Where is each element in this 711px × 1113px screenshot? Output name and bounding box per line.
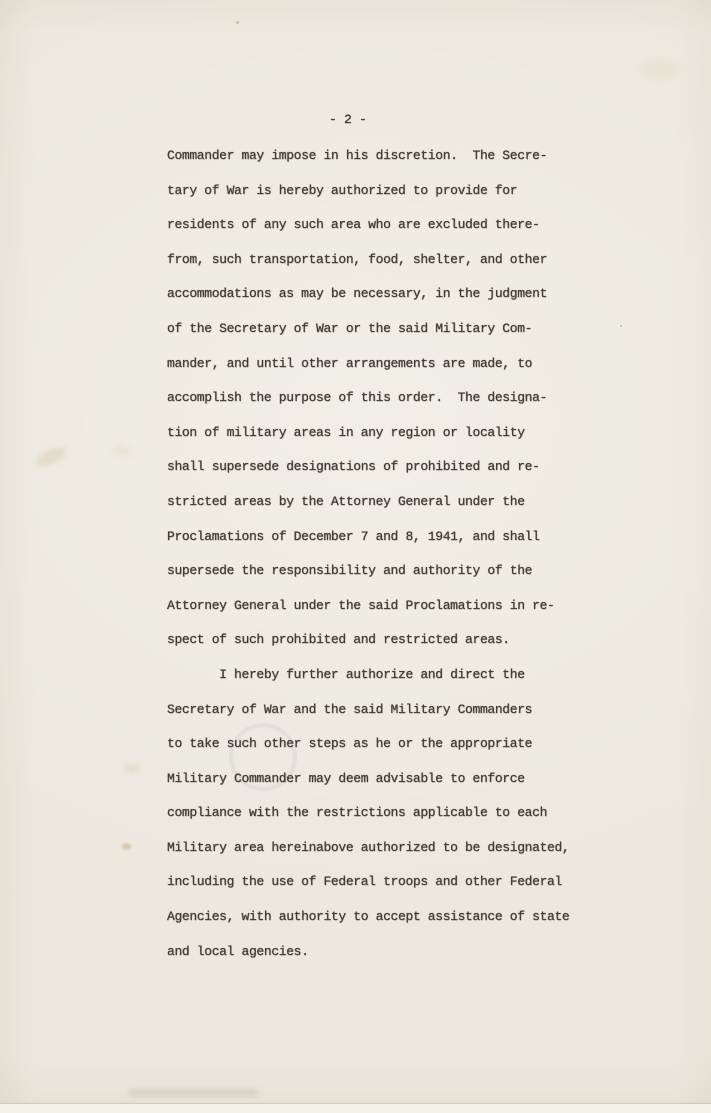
text-line: stricted areas by the Attorney General under the	[167, 493, 525, 509]
document-body-text	[167, 139, 607, 969]
text-line: mander, and until other arrangements are made, to	[167, 355, 533, 371]
text-line: residents of any such area who are excluded there-	[167, 217, 540, 233]
text-line: Secretary of War and the said Military Commanders	[167, 701, 533, 717]
text-line: accommodations as may be necessary, in the judgment	[167, 286, 548, 302]
paper-stain	[33, 443, 70, 470]
text-line: supersede the responsibility and authority of the	[167, 563, 533, 579]
text-line: Military area hereinabove authorized to be designated,	[167, 839, 570, 855]
paper-speck	[620, 325, 622, 327]
page-number: - 2 -	[329, 112, 367, 127]
text-line: accomplish the purpose of this order. The designa-	[167, 390, 548, 406]
text-line: I hereby further authorize and direct the	[167, 666, 525, 682]
paper-stain	[122, 843, 131, 850]
text-line: including the use of Federal troops and other Federal	[167, 874, 562, 890]
text-line: and local agencies.	[167, 943, 309, 959]
text-line: from, such transportation, food, shelter, and other	[167, 251, 548, 267]
text-line: Proclamations of December 7 and 8, 1941, and shall	[167, 528, 540, 544]
paper-stain	[111, 444, 133, 459]
paper-stain	[124, 764, 140, 773]
text-line: Commander may impose in his discretion. The Secre-	[167, 148, 548, 163]
text-line: spect of such prohibited and restricted areas.	[167, 632, 510, 648]
ink-bleed-through	[128, 1089, 258, 1097]
text-line: compliance with the restrictions applicable to each	[167, 805, 548, 821]
text-line: tion of military areas in any region or locality	[167, 424, 525, 440]
paper-speck	[236, 21, 239, 24]
text-line: tary of War is hereby authorized to provide for	[167, 182, 518, 198]
text-line: of the Secretary of War or the said Military Com-	[167, 320, 533, 336]
text-line: shall supersede designations of prohibited and re-	[167, 459, 540, 475]
text-line: to take such other steps as he or the appropriate	[167, 736, 533, 752]
text-line: Military Commander may deem advisable to enforce	[167, 770, 525, 786]
text-line: Attorney General under the said Proclamations in re-	[167, 597, 555, 613]
text-line: Agencies, with authority to accept assistance of state	[167, 909, 570, 925]
paper-stain	[640, 60, 680, 78]
paper-bottom-edge	[0, 1104, 711, 1113]
